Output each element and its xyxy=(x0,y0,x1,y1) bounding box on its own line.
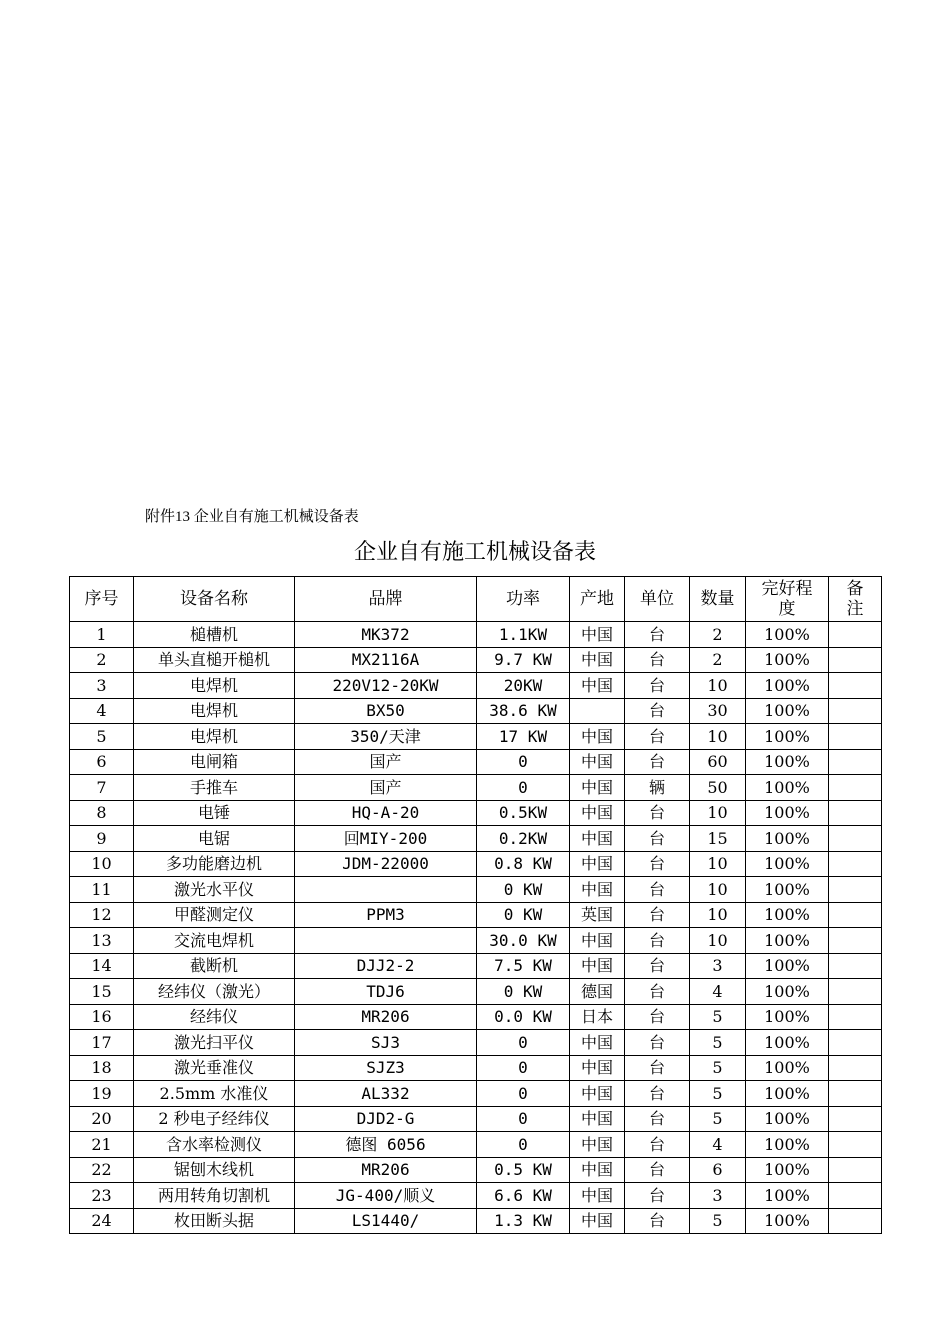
cell-brand: DJJ2-2 xyxy=(295,953,477,979)
cell-name: 槌槽机 xyxy=(134,622,295,648)
cell-name: 激光扫平仪 xyxy=(134,1030,295,1056)
cell-qty: 10 xyxy=(690,928,746,954)
attachment-label: 附件13 企业自有施工机械设备表 xyxy=(145,509,359,525)
table-row xyxy=(70,647,882,673)
cell-origin: 中国 xyxy=(570,724,625,750)
cell-remark xyxy=(829,1030,882,1056)
cell-unit: 辆 xyxy=(625,775,690,801)
cell-remark xyxy=(829,673,882,699)
cell-power: 0.8 KW xyxy=(477,851,570,877)
cell-unit: 台 xyxy=(625,953,690,979)
cell-qty: 5 xyxy=(690,1004,746,1030)
cell-name: 电闸箱 xyxy=(134,749,295,775)
cell-remark xyxy=(829,1081,882,1107)
cell-brand: SJZ3 xyxy=(295,1055,477,1081)
cell-name: 枚田断头据 xyxy=(134,1208,295,1234)
cell-brand: SJ3 xyxy=(295,1030,477,1056)
cell-brand: BX50 xyxy=(295,698,477,724)
cell-power: 0 xyxy=(477,1055,570,1081)
cell-brand: TDJ6 xyxy=(295,979,477,1005)
cell-name: 经纬仪 xyxy=(134,1004,295,1030)
cell-origin: 中国 xyxy=(570,1183,625,1209)
cell-origin: 日本 xyxy=(570,1004,625,1030)
header-power: 功率 xyxy=(477,577,570,622)
cell-brand: 回MIY-200 xyxy=(295,826,477,852)
cell-name: 手推车 xyxy=(134,775,295,801)
cell-seq: 19 xyxy=(70,1081,134,1107)
cell-condition: 100% xyxy=(746,1208,829,1234)
cell-unit: 台 xyxy=(625,1183,690,1209)
cell-origin: 中国 xyxy=(570,1106,625,1132)
cell-condition: 100% xyxy=(746,622,829,648)
cell-power: 0.5KW xyxy=(477,800,570,826)
table-row xyxy=(70,902,882,928)
cell-name: 2 秒电子经纬仪 xyxy=(134,1106,295,1132)
cell-condition: 100% xyxy=(746,953,829,979)
cell-condition: 100% xyxy=(746,1157,829,1183)
cell-condition: 100% xyxy=(746,877,829,903)
cell-seq: 18 xyxy=(70,1055,134,1081)
cell-brand: 350/天津 xyxy=(295,724,477,750)
cell-qty: 30 xyxy=(690,698,746,724)
cell-seq: 9 xyxy=(70,826,134,852)
cell-qty: 5 xyxy=(690,1106,746,1132)
cell-qty: 10 xyxy=(690,673,746,699)
cell-origin: 中国 xyxy=(570,673,625,699)
cell-power: 0.2KW xyxy=(477,826,570,852)
cell-unit: 台 xyxy=(625,800,690,826)
header-brand: 品牌 xyxy=(295,577,477,622)
cell-qty: 5 xyxy=(690,1081,746,1107)
cell-origin: 中国 xyxy=(570,1157,625,1183)
cell-remark xyxy=(829,1106,882,1132)
cell-name: 含水率检测仪 xyxy=(134,1132,295,1158)
cell-qty: 60 xyxy=(690,749,746,775)
cell-seq: 10 xyxy=(70,851,134,877)
cell-origin: 中国 xyxy=(570,851,625,877)
table-row xyxy=(70,928,882,954)
cell-name: 电锤 xyxy=(134,800,295,826)
cell-origin: 中国 xyxy=(570,953,625,979)
cell-unit: 台 xyxy=(625,749,690,775)
cell-unit: 台 xyxy=(625,928,690,954)
cell-qty: 10 xyxy=(690,851,746,877)
table-row xyxy=(70,1081,882,1107)
cell-condition: 100% xyxy=(746,928,829,954)
cell-unit: 台 xyxy=(625,647,690,673)
cell-name: 两用转角切割机 xyxy=(134,1183,295,1209)
cell-condition: 100% xyxy=(746,800,829,826)
cell-condition: 100% xyxy=(746,1004,829,1030)
table-header-row xyxy=(70,577,882,622)
cell-remark xyxy=(829,1157,882,1183)
table-row xyxy=(70,1004,882,1030)
cell-power: 6.6 KW xyxy=(477,1183,570,1209)
cell-seq: 24 xyxy=(70,1208,134,1234)
cell-origin: 中国 xyxy=(570,622,625,648)
cell-condition: 100% xyxy=(746,1132,829,1158)
cell-power: 30.0 KW xyxy=(477,928,570,954)
cell-qty: 50 xyxy=(690,775,746,801)
cell-unit: 台 xyxy=(625,1157,690,1183)
cell-power: 20KW xyxy=(477,673,570,699)
cell-origin: 中国 xyxy=(570,647,625,673)
cell-origin: 中国 xyxy=(570,877,625,903)
cell-brand xyxy=(295,928,477,954)
cell-condition: 100% xyxy=(746,826,829,852)
cell-remark xyxy=(829,724,882,750)
table-row xyxy=(70,1030,882,1056)
cell-name: 电焊机 xyxy=(134,698,295,724)
cell-qty: 10 xyxy=(690,877,746,903)
cell-qty: 2 xyxy=(690,622,746,648)
cell-name: 2.5mm 水准仪 xyxy=(134,1081,295,1107)
cell-name: 激光垂准仪 xyxy=(134,1055,295,1081)
cell-origin xyxy=(570,698,625,724)
cell-brand: 德图 6056 xyxy=(295,1132,477,1158)
cell-unit: 台 xyxy=(625,1055,690,1081)
cell-name: 甲醛测定仪 xyxy=(134,902,295,928)
cell-remark xyxy=(829,979,882,1005)
cell-condition: 100% xyxy=(746,698,829,724)
cell-unit: 台 xyxy=(625,1004,690,1030)
cell-origin: 中国 xyxy=(570,1081,625,1107)
cell-remark xyxy=(829,622,882,648)
cell-seq: 16 xyxy=(70,1004,134,1030)
cell-qty: 5 xyxy=(690,1030,746,1056)
table-row xyxy=(70,749,882,775)
table-row xyxy=(70,877,882,903)
cell-unit: 台 xyxy=(625,724,690,750)
cell-brand: MX2116A xyxy=(295,647,477,673)
cell-qty: 4 xyxy=(690,1132,746,1158)
cell-brand xyxy=(295,877,477,903)
cell-brand: AL332 xyxy=(295,1081,477,1107)
header-remark: 备注 xyxy=(829,577,882,622)
cell-brand: HQ-A-20 xyxy=(295,800,477,826)
cell-name: 多功能磨边机 xyxy=(134,851,295,877)
cell-origin: 英国 xyxy=(570,902,625,928)
cell-qty: 6 xyxy=(690,1157,746,1183)
cell-remark xyxy=(829,1132,882,1158)
cell-brand: 国产 xyxy=(295,749,477,775)
cell-qty: 5 xyxy=(690,1055,746,1081)
cell-origin: 中国 xyxy=(570,1055,625,1081)
cell-unit: 台 xyxy=(625,826,690,852)
cell-unit: 台 xyxy=(625,1030,690,1056)
cell-seq: 3 xyxy=(70,673,134,699)
cell-seq: 14 xyxy=(70,953,134,979)
cell-seq: 8 xyxy=(70,800,134,826)
equipment-table xyxy=(69,576,882,1234)
cell-brand: PPM3 xyxy=(295,902,477,928)
table-row xyxy=(70,724,882,750)
cell-condition: 100% xyxy=(746,851,829,877)
cell-condition: 100% xyxy=(746,673,829,699)
cell-remark xyxy=(829,928,882,954)
table-row xyxy=(70,622,882,648)
cell-remark xyxy=(829,1183,882,1209)
cell-remark xyxy=(829,647,882,673)
page-title: 企业自有施工机械设备表 xyxy=(353,540,596,565)
cell-power: 0 xyxy=(477,749,570,775)
cell-seq: 12 xyxy=(70,902,134,928)
cell-seq: 13 xyxy=(70,928,134,954)
cell-remark xyxy=(829,877,882,903)
cell-brand: JDM-22000 xyxy=(295,851,477,877)
cell-name: 截断机 xyxy=(134,953,295,979)
cell-condition: 100% xyxy=(746,1081,829,1107)
cell-remark xyxy=(829,1004,882,1030)
cell-qty: 15 xyxy=(690,826,746,852)
table-row xyxy=(70,953,882,979)
cell-unit: 台 xyxy=(625,622,690,648)
cell-condition: 100% xyxy=(746,749,829,775)
cell-unit: 台 xyxy=(625,902,690,928)
cell-remark xyxy=(829,698,882,724)
cell-power: 38.6 KW xyxy=(477,698,570,724)
cell-seq: 2 xyxy=(70,647,134,673)
cell-power: 0 xyxy=(477,1132,570,1158)
cell-power: 0.5 KW xyxy=(477,1157,570,1183)
cell-condition: 100% xyxy=(746,1055,829,1081)
cell-remark xyxy=(829,1208,882,1234)
cell-power: 0.0 KW xyxy=(477,1004,570,1030)
cell-remark xyxy=(829,953,882,979)
cell-seq: 21 xyxy=(70,1132,134,1158)
cell-origin: 中国 xyxy=(570,775,625,801)
header-name: 设备名称 xyxy=(134,577,295,622)
table-row xyxy=(70,826,882,852)
cell-seq: 20 xyxy=(70,1106,134,1132)
cell-brand: 220V12-20KW xyxy=(295,673,477,699)
table-row xyxy=(70,698,882,724)
cell-qty: 10 xyxy=(690,800,746,826)
cell-name: 锯刨木线机 xyxy=(134,1157,295,1183)
cell-origin: 中国 xyxy=(570,928,625,954)
table-row xyxy=(70,800,882,826)
table-row xyxy=(70,775,882,801)
cell-unit: 台 xyxy=(625,851,690,877)
cell-name: 激光水平仪 xyxy=(134,877,295,903)
cell-remark xyxy=(829,775,882,801)
cell-condition: 100% xyxy=(746,775,829,801)
table-row xyxy=(70,1183,882,1209)
cell-qty: 4 xyxy=(690,979,746,1005)
cell-power: 1.3 KW xyxy=(477,1208,570,1234)
cell-power: 1.1KW xyxy=(477,622,570,648)
cell-seq: 22 xyxy=(70,1157,134,1183)
cell-seq: 15 xyxy=(70,979,134,1005)
cell-condition: 100% xyxy=(746,902,829,928)
cell-unit: 台 xyxy=(625,979,690,1005)
cell-power: 17 KW xyxy=(477,724,570,750)
cell-seq: 4 xyxy=(70,698,134,724)
cell-unit: 台 xyxy=(625,673,690,699)
cell-unit: 台 xyxy=(625,877,690,903)
cell-name: 电锯 xyxy=(134,826,295,852)
cell-seq: 7 xyxy=(70,775,134,801)
table-row xyxy=(70,979,882,1005)
cell-condition: 100% xyxy=(746,647,829,673)
cell-origin: 中国 xyxy=(570,1030,625,1056)
cell-unit: 台 xyxy=(625,1208,690,1234)
cell-power: 9.7 KW xyxy=(477,647,570,673)
cell-brand: MR206 xyxy=(295,1004,477,1030)
cell-condition: 100% xyxy=(746,724,829,750)
cell-power: 0 KW xyxy=(477,979,570,1005)
cell-unit: 台 xyxy=(625,698,690,724)
table-row xyxy=(70,1208,882,1234)
header-origin: 产地 xyxy=(570,577,625,622)
cell-seq: 6 xyxy=(70,749,134,775)
cell-brand: MR206 xyxy=(295,1157,477,1183)
cell-origin: 中国 xyxy=(570,1132,625,1158)
cell-remark xyxy=(829,826,882,852)
cell-unit: 台 xyxy=(625,1081,690,1107)
cell-seq: 5 xyxy=(70,724,134,750)
cell-name: 电焊机 xyxy=(134,724,295,750)
table-row xyxy=(70,851,882,877)
cell-seq: 11 xyxy=(70,877,134,903)
table-row xyxy=(70,673,882,699)
cell-unit: 台 xyxy=(625,1132,690,1158)
cell-qty: 10 xyxy=(690,724,746,750)
table-body xyxy=(70,622,882,1234)
cell-power: 0 xyxy=(477,1106,570,1132)
cell-seq: 1 xyxy=(70,622,134,648)
cell-unit: 台 xyxy=(625,1106,690,1132)
table-row xyxy=(70,1055,882,1081)
cell-origin: 中国 xyxy=(570,826,625,852)
cell-brand: 国产 xyxy=(295,775,477,801)
cell-seq: 17 xyxy=(70,1030,134,1056)
cell-power: 7.5 KW xyxy=(477,953,570,979)
cell-name: 单头直槌开槌机 xyxy=(134,647,295,673)
cell-qty: 10 xyxy=(690,902,746,928)
cell-brand: LS1440/ xyxy=(295,1208,477,1234)
cell-power: 0 xyxy=(477,1030,570,1056)
cell-condition: 100% xyxy=(746,1106,829,1132)
cell-remark xyxy=(829,851,882,877)
cell-power: 0 KW xyxy=(477,902,570,928)
cell-power: 0 KW xyxy=(477,877,570,903)
cell-condition: 100% xyxy=(746,1030,829,1056)
table-row xyxy=(70,1106,882,1132)
header-condition: 完好程度 xyxy=(746,577,829,622)
cell-power: 0 xyxy=(477,1081,570,1107)
table-row xyxy=(70,1132,882,1158)
cell-origin: 中国 xyxy=(570,800,625,826)
cell-name: 电焊机 xyxy=(134,673,295,699)
table-row xyxy=(70,1157,882,1183)
cell-remark xyxy=(829,749,882,775)
cell-brand: JG-400/顺义 xyxy=(295,1183,477,1209)
cell-condition: 100% xyxy=(746,1183,829,1209)
cell-condition: 100% xyxy=(746,979,829,1005)
header-unit: 单位 xyxy=(625,577,690,622)
cell-brand: MK372 xyxy=(295,622,477,648)
cell-name: 交流电焊机 xyxy=(134,928,295,954)
cell-origin: 德国 xyxy=(570,979,625,1005)
cell-qty: 2 xyxy=(690,647,746,673)
header-qty: 数量 xyxy=(690,577,746,622)
cell-brand: DJD2-G xyxy=(295,1106,477,1132)
cell-qty: 5 xyxy=(690,1208,746,1234)
cell-name: 经纬仪（激光） xyxy=(134,979,295,1005)
cell-power: 0 xyxy=(477,775,570,801)
cell-origin: 中国 xyxy=(570,1208,625,1234)
header-seq: 序号 xyxy=(70,577,134,622)
cell-remark xyxy=(829,1055,882,1081)
cell-remark xyxy=(829,800,882,826)
cell-remark xyxy=(829,902,882,928)
cell-qty: 3 xyxy=(690,953,746,979)
cell-seq: 23 xyxy=(70,1183,134,1209)
cell-qty: 3 xyxy=(690,1183,746,1209)
cell-origin: 中国 xyxy=(570,749,625,775)
